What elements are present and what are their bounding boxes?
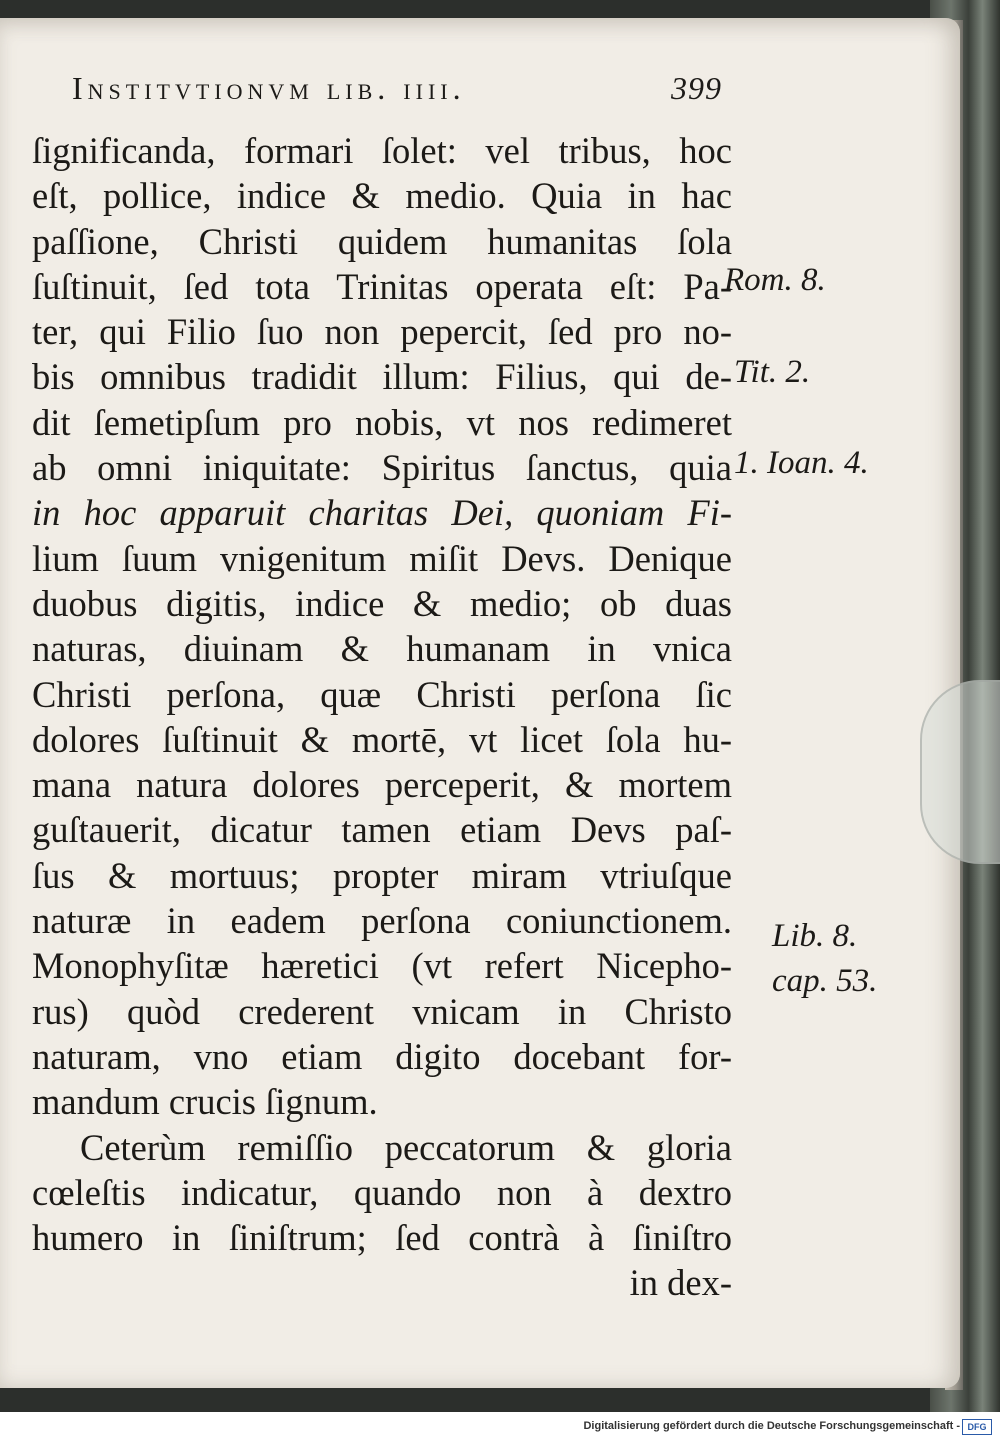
- text-line: ter, qui Filio ſuo non pepercit, ſed pro no-: [32, 311, 732, 353]
- marginal-note-lib: Lib. 8.: [772, 918, 858, 954]
- text-line: Christi perſona, quæ Christi perſona ſic: [32, 673, 732, 715]
- marginal-note-tit: Tit. 2.: [734, 354, 811, 390]
- text-line: ſus & mortuus; propter miram vtriuſque: [32, 854, 732, 896]
- marginal-note-cap: cap. 53.: [772, 963, 878, 999]
- text-line: dit ſemetipſum pro nobis, vt nos redimeret: [32, 401, 732, 443]
- text-line: mana natura dolores perceperit, & mortem: [32, 764, 732, 806]
- text-line: Monophyſitæ hæretici (vt refert Nicepho-: [32, 945, 732, 987]
- text-line: paſſione, Christi quidem humanitas ſola: [32, 220, 732, 262]
- text-line: guſtauerit, dicatur tamen etiam Devs paſ-: [32, 809, 732, 851]
- text-line: ſignificanda, formari ſolet: vel tribus, hoc: [32, 130, 732, 171]
- text-line: humero in ſiniſtrum; ſed contrà à ſiniſtro: [32, 1217, 732, 1259]
- text-line: dolores ſuſtinuit & mortē, vt licet ſola hu-: [32, 718, 732, 760]
- running-head-title: Institvtionvm lib. iiii.: [72, 70, 466, 106]
- text-line: ab omni iniquitate: Spiritus ſanctus, quia: [32, 447, 732, 489]
- text-line: lium ſuum vnigenitum miſit Devs. Denique: [32, 537, 732, 579]
- body-text: [32, 128, 732, 1306]
- footer-bar: [0, 1412, 1000, 1443]
- text-line: rus) quòd crederent vnicam in Christo: [32, 990, 732, 1032]
- text-line: duobus digitis, indice & medio; ob duas: [32, 582, 732, 624]
- text-line: bis omnibus tradidit illum: Filius, qui de-: [32, 356, 732, 398]
- text-line: naturæ in eadem perſona coniunctionem.: [32, 900, 732, 942]
- text-line: Ceterùm remiſſio peccatorum & gloria: [80, 1126, 732, 1168]
- text-line: cœleſtis indicatur, quando non à dextro: [32, 1171, 732, 1213]
- text-line: naturam, vno etiam digito docebant for-: [32, 1035, 732, 1077]
- catchword: in dex-: [629, 1262, 732, 1304]
- marginal-note-rom: Rom. 8.: [724, 262, 826, 298]
- running-head: [72, 70, 722, 107]
- marginal-note-ioan: 1. Ioan. 4.: [734, 445, 869, 481]
- text-line: mandum crucis ſignum.: [32, 1081, 378, 1123]
- dfg-logo: DFG: [962, 1419, 992, 1435]
- text-line: eſt, pollice, indice & medio. Quia in hac: [32, 175, 732, 217]
- page-number: 399: [671, 70, 722, 106]
- funding-credit: Digitalisierung gefördert durch die Deutsche Forschungsgemeinschaft -: [583, 1420, 960, 1432]
- text-line: in hoc apparuit charitas Dei, quoniam Fi-: [32, 492, 732, 534]
- text-line: ſuſtinuit, ſed tota Trinitas operata eſt: Pa-: [32, 265, 732, 307]
- text-line: naturas, diuinam & humanam in vnica: [32, 628, 732, 670]
- page-clip: [920, 680, 1000, 864]
